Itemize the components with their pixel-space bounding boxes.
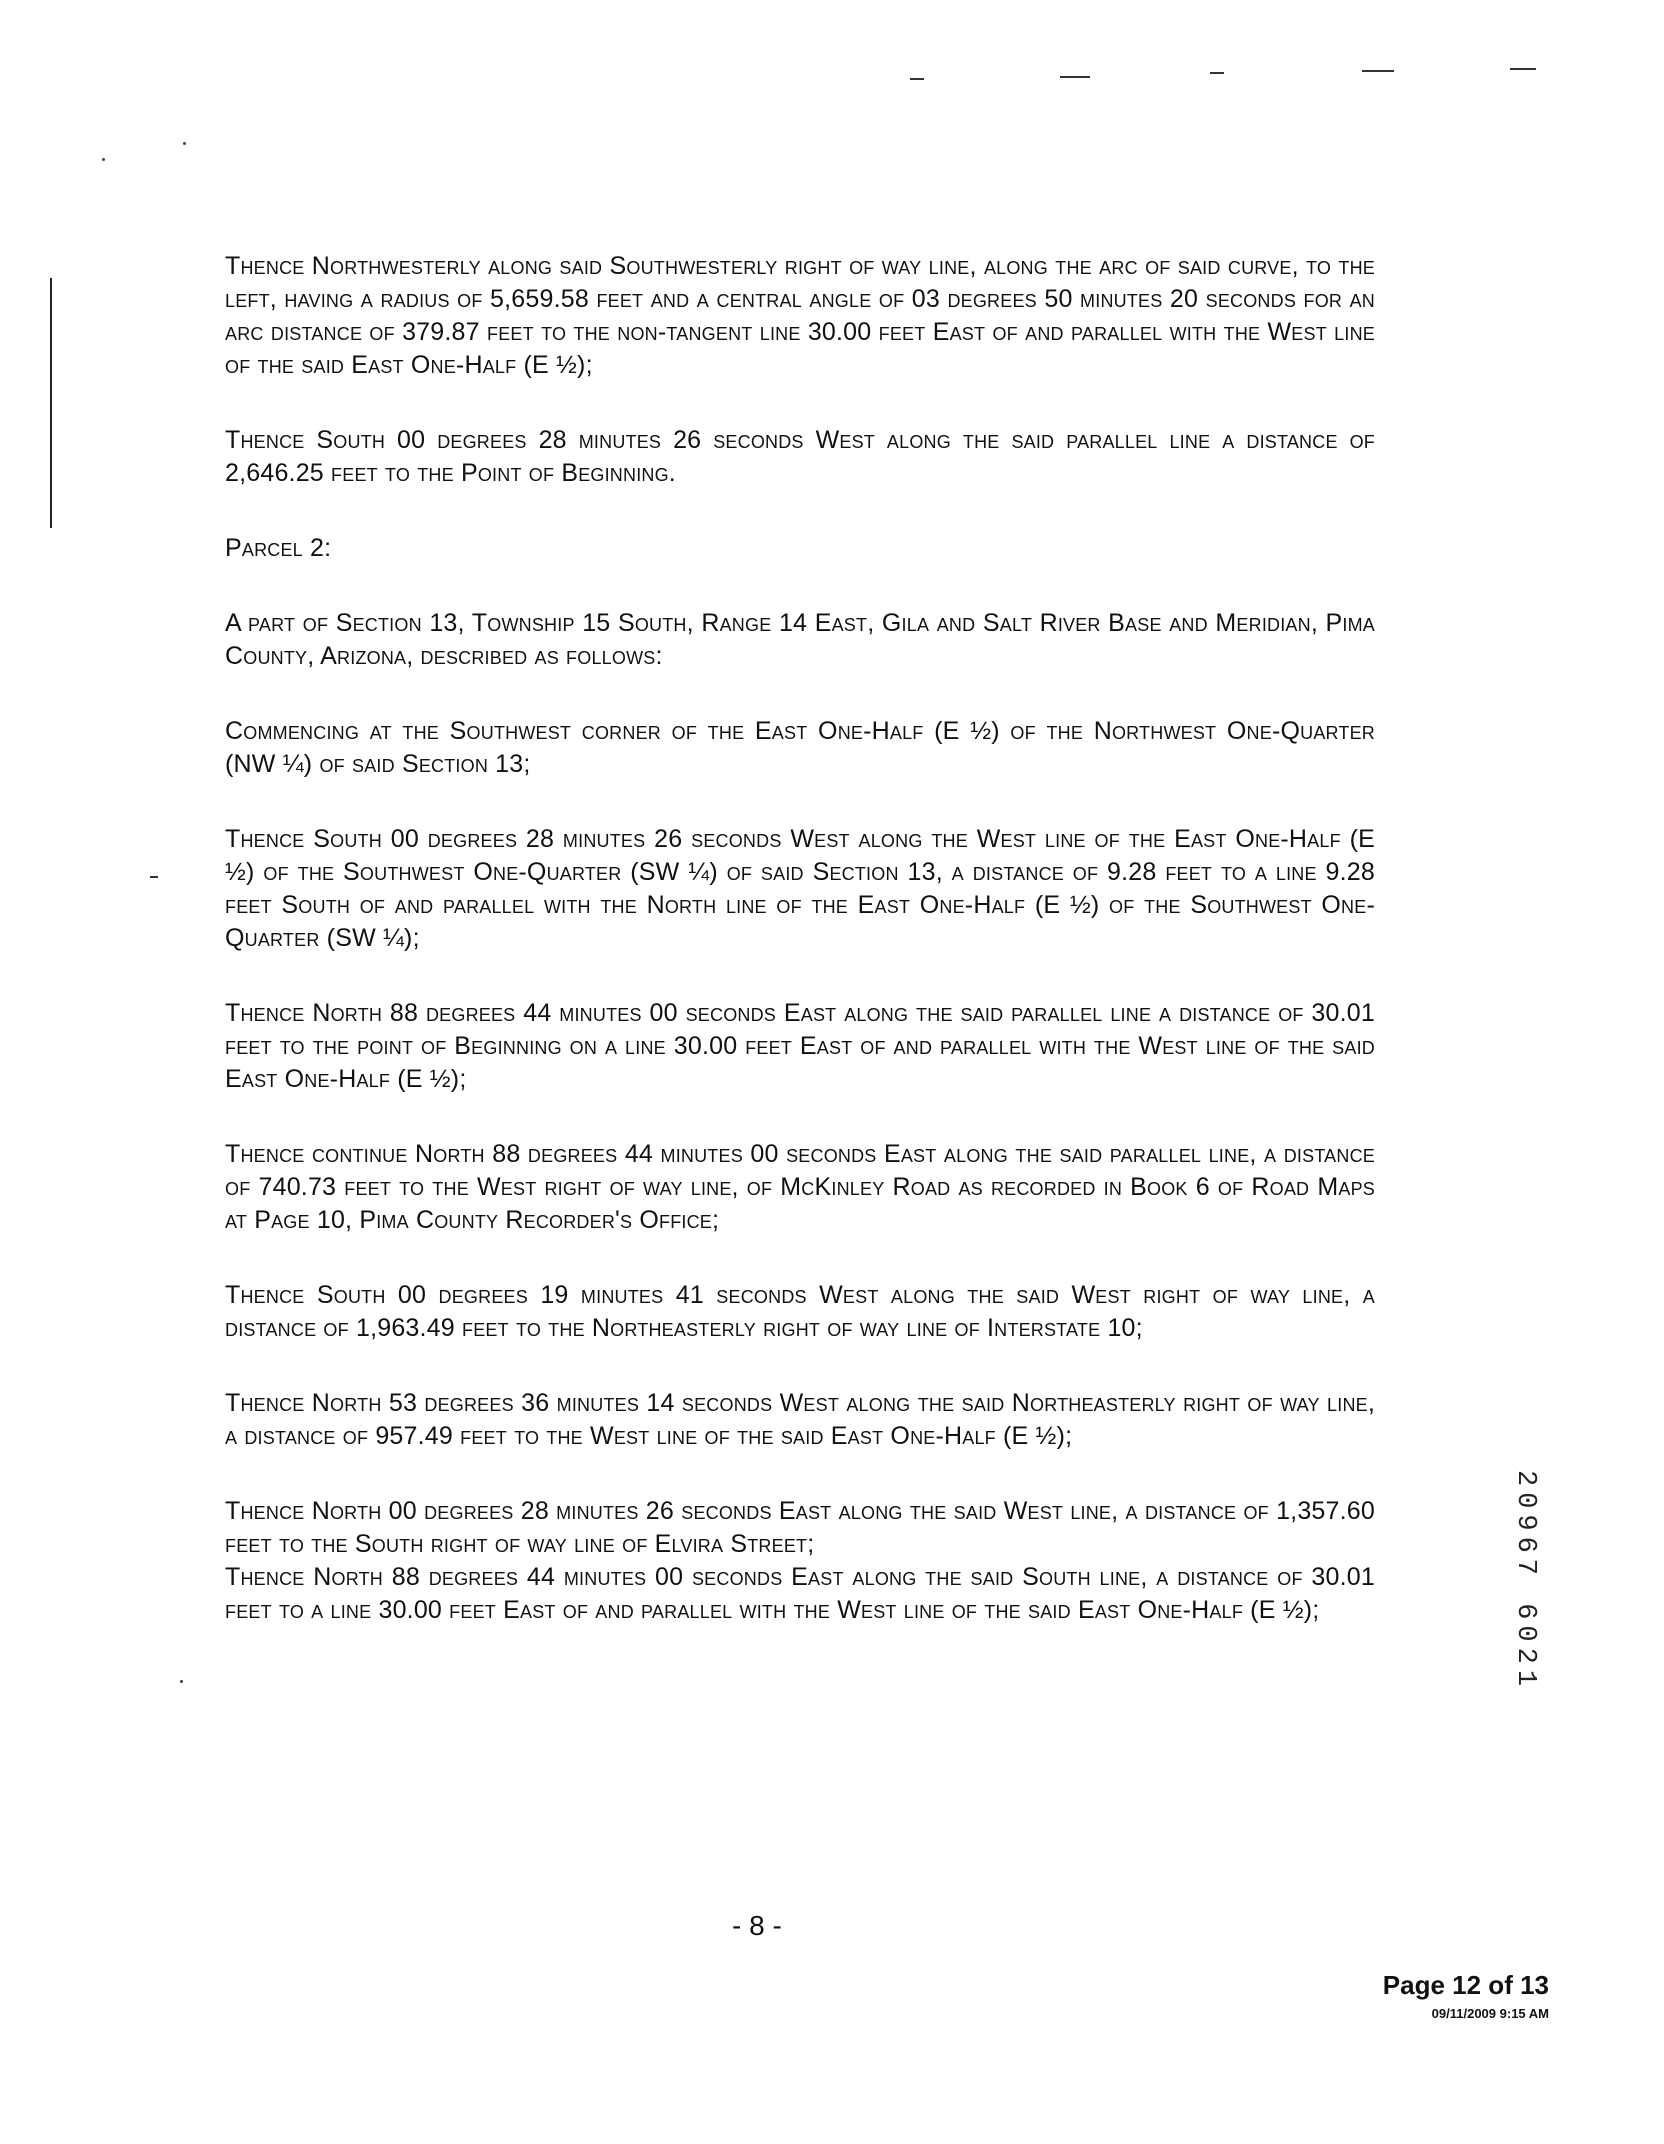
paragraph: Thence North 88 degrees 44 minutes 00 seconds East along the said parallel line a distance of 30.01 feet to the point of Beginning on a line 30.00 feet East of and parallel with the West line of the said East One-Half (E ½); xyxy=(225,999,1375,1093)
paragraph: Thence North 53 degrees 36 minutes 14 seconds West along the said Northeasterly right of way line, a distance of 957.49 feet to the West line of the said East One-Half (E ½); xyxy=(225,1389,1375,1450)
scan-speck xyxy=(180,1680,183,1683)
recorder-stamp: 20967 6021 xyxy=(1510,1470,1540,1693)
page-number: - 8 - xyxy=(732,1910,782,1941)
legal-description xyxy=(225,250,1375,1669)
footer-page-label: Page 12 of 13 xyxy=(1382,1970,1549,2000)
scan-speck xyxy=(102,158,105,161)
scan-margin-line xyxy=(50,278,52,528)
paragraph: Thence North 88 degrees 44 minutes 00 seconds East along the said South line, a distance of 30.01 feet to a line 30.00 feet East of and parallel with the West line of the said East One-Half (E ½); xyxy=(225,1563,1375,1624)
paragraph: Thence South 00 degrees 28 minutes 26 seconds West along the said parallel line a distance of 2,646.25 feet to the Point of Beginning. xyxy=(225,426,1375,487)
parcel-heading: Parcel 2: xyxy=(225,534,332,562)
paragraph: Thence South 00 degrees 19 minutes 41 seconds West along the said West right of way line, a distance of 1,963.49 feet to the Northeasterly right of way line of Interstate 10; xyxy=(225,1281,1375,1342)
scan-dash xyxy=(1362,70,1394,72)
paragraph: Thence Northwesterly along said Southwesterly right of way line, along the arc of said curve, to the left, having a radius of 5,659.58 feet and a central angle of 03 degrees 50 minutes 20 seconds for an arc distance of 379.87 feet to the non-tangent line 30.00 feet East of and parallel with the West line of the said East One-Half (E ½); xyxy=(225,252,1375,379)
paragraph: Thence North 00 degrees 28 minutes 26 seconds East along the said West line, a distance of 1,357.60 feet to the South right of way line of Elvira Street; xyxy=(225,1497,1375,1558)
scan-dash xyxy=(910,78,924,80)
paragraph: Commencing at the Southwest corner of the East One-Half (E ½) of the Northwest One-Quarter (NW ¼) of said Section 13; xyxy=(225,717,1375,778)
scan-dash xyxy=(1210,72,1224,74)
scan-speck xyxy=(183,142,186,145)
footer-timestamp: 09/11/2009 9:15 AM xyxy=(1431,2006,1549,2021)
scan-dash xyxy=(1510,68,1536,70)
scan-dash xyxy=(150,876,158,878)
paragraph: Thence South 00 degrees 28 minutes 26 seconds West along the West line of the East One-Half (E ½) of the Southwest One-Quarter (SW ¼) of said Section 13, a distance of 9.28 feet to a line 9.28 feet South of and parallel with the North line of the East One-Half (E ½) of the Southwest One-Quarter (SW ¼); xyxy=(225,825,1375,952)
scan-dash xyxy=(1060,76,1090,78)
paragraph: A part of Section 13, Township 15 South, Range 14 East, Gila and Salt River Base and Meridian, Pima County, Arizona, described as follows: xyxy=(225,609,1375,670)
paragraph: Thence continue North 88 degrees 44 minutes 00 seconds East along the said parallel line, a distance of 740.73 feet to the West right of way line, of McKinley Road as recorded in Book 6 of Road Maps at Page 10, Pima County Recorder's Office; xyxy=(225,1140,1375,1234)
